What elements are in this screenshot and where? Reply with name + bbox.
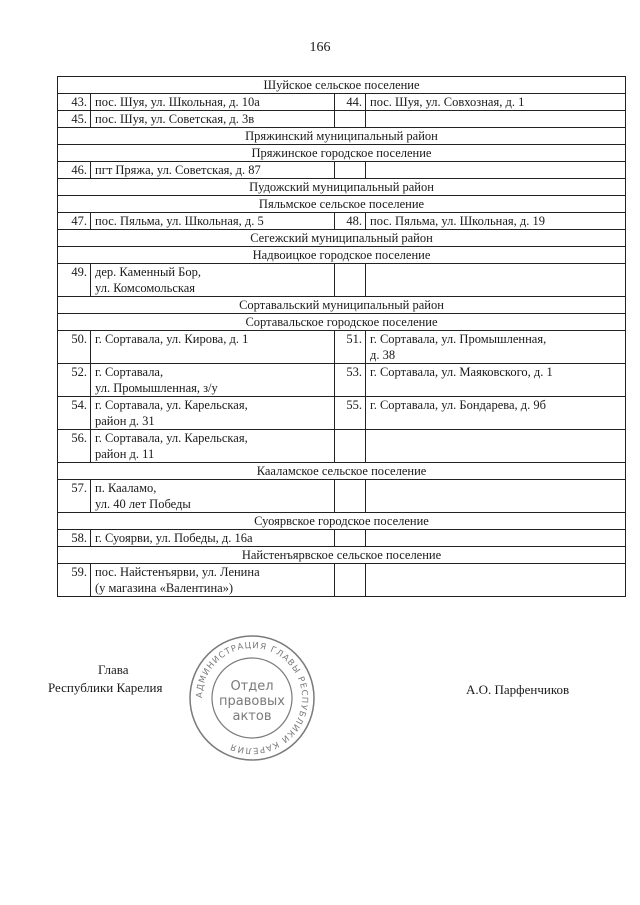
section-header: Пряжинское городское поселение xyxy=(58,145,626,162)
row-address: пос. Пяльма, ул. Школьная, д. 19 xyxy=(366,213,626,230)
page-number: 166 xyxy=(309,40,331,55)
district-header: Сортавальский муниципальный район xyxy=(58,297,626,314)
section-header: Кааламское сельское поселение xyxy=(58,463,626,480)
address-line: район д. 11 xyxy=(95,447,155,461)
address-line: дер. Каменный Бор, xyxy=(95,265,201,279)
signatory-title: Глава xyxy=(98,662,129,677)
seal-ring-text: АДМИНИСТРАЦИЯ ГЛАВЫ РЕСПУБЛИКИ КАРЕЛИЯ xyxy=(194,640,310,756)
section-header: Надвоицкое городское поселение xyxy=(58,247,626,264)
address-line: г. Сортавала, xyxy=(95,365,164,379)
address-line: д. 38 xyxy=(370,348,396,362)
address-line: ул. Комсомольская xyxy=(95,281,196,295)
signature-block xyxy=(48,640,608,782)
row-address: г. Суоярви, ул. Победы, д. 16а xyxy=(91,530,335,547)
table-row xyxy=(58,364,626,397)
row-address: г. Сортавала, ул. Маяковского, д. 1 xyxy=(366,364,626,397)
address-line: ул. 40 лет Победы xyxy=(95,497,191,511)
row-number: 57. xyxy=(58,480,91,513)
section-header: Сортавальское городское поселение xyxy=(58,314,626,331)
address-line: г. Сортавала, ул. Промышленная, xyxy=(370,332,547,346)
section-header-row xyxy=(58,247,626,264)
row-number: 58. xyxy=(58,530,91,547)
signatory-name: А.О. Парфенчиков xyxy=(466,682,570,697)
table-row xyxy=(58,430,626,463)
empty-cell xyxy=(335,264,366,297)
row-address xyxy=(91,480,335,513)
address-line: п. Каалaмо, xyxy=(95,481,157,495)
row-number: 59. xyxy=(58,564,91,597)
table-row xyxy=(58,564,626,597)
seal-text: правовых xyxy=(219,694,285,709)
polling-places-table xyxy=(57,76,626,597)
row-address xyxy=(91,264,335,297)
empty-cell xyxy=(335,530,366,547)
row-number: 43. xyxy=(58,94,91,111)
row-address: пос. Пяльма, ул. Школьная, д. 5 xyxy=(91,213,335,230)
empty-cell xyxy=(366,430,626,463)
address-line: пос. Найстенъярви, ул. Ленина xyxy=(95,565,260,579)
district-header: Сегежский муниципальный район xyxy=(58,230,626,247)
table-row xyxy=(58,480,626,513)
table-row xyxy=(58,111,626,128)
district-header: Пудожский муниципальный район xyxy=(58,179,626,196)
empty-cell xyxy=(366,480,626,513)
table-row xyxy=(58,331,626,364)
section-header-row xyxy=(58,196,626,213)
row-number: 54. xyxy=(58,397,91,430)
row-number: 44. xyxy=(335,94,366,111)
address-line: ул. Промышленная, з/у xyxy=(95,381,218,395)
address-line: район д. 31 xyxy=(95,414,155,428)
official-seal-icon xyxy=(186,632,318,764)
table-row xyxy=(58,530,626,547)
district-header: Пряжинский муниципальный район xyxy=(58,128,626,145)
section-header-row xyxy=(58,547,626,564)
row-number: 52. xyxy=(58,364,91,397)
section-header-row xyxy=(58,77,626,94)
section-header: Найстенъярвское сельское поселение xyxy=(58,547,626,564)
row-number: 50. xyxy=(58,331,91,364)
table-row xyxy=(58,213,626,230)
row-number: 51. xyxy=(335,331,366,364)
empty-cell xyxy=(366,162,626,179)
section-header-row xyxy=(58,463,626,480)
row-number: 53. xyxy=(335,364,366,397)
table-row xyxy=(58,397,626,430)
table-row xyxy=(58,264,626,297)
section-header-row xyxy=(58,513,626,530)
row-address: пос. Шуя, ул. Советская, д. 3в xyxy=(91,111,335,128)
row-address xyxy=(366,331,626,364)
row-number: 46. xyxy=(58,162,91,179)
row-address: пгт Пряжа, ул. Советская, д. 87 xyxy=(91,162,335,179)
address-line: (у магазина «Валентина») xyxy=(95,581,234,595)
row-number: 49. xyxy=(58,264,91,297)
address-line: г. Сортавала, ул. Карельская, xyxy=(95,398,248,412)
section-header: Пяльмское сельское поселение xyxy=(58,196,626,213)
row-number: 45. xyxy=(58,111,91,128)
section-header: Суоярвское городское поселение xyxy=(58,513,626,530)
section-header-row xyxy=(58,297,626,314)
empty-cell xyxy=(335,564,366,597)
table-row xyxy=(58,94,626,111)
empty-cell xyxy=(335,480,366,513)
empty-cell xyxy=(366,111,626,128)
address-line: г. Сортавала, ул. Карельская, xyxy=(95,431,248,445)
empty-cell xyxy=(335,430,366,463)
seal-text: актов xyxy=(232,709,272,724)
row-address: пос. Шуя, ул. Совхозная, д. 1 xyxy=(366,94,626,111)
row-address: пос. Шуя, ул. Школьная, д. 10а xyxy=(91,94,335,111)
row-number: 55. xyxy=(335,397,366,430)
empty-cell xyxy=(366,530,626,547)
empty-cell xyxy=(366,264,626,297)
section-header-row xyxy=(58,145,626,162)
row-address xyxy=(91,564,335,597)
empty-cell xyxy=(366,564,626,597)
row-address: г. Сортавала, ул. Бондарева, д. 9б xyxy=(366,397,626,430)
section-header-row xyxy=(58,230,626,247)
row-number: 56. xyxy=(58,430,91,463)
seal-text: Отдел xyxy=(230,679,274,694)
section-header-row xyxy=(58,314,626,331)
empty-cell xyxy=(335,111,366,128)
row-address xyxy=(91,364,335,397)
row-address: г. Сортавала, ул. Кирова, д. 1 xyxy=(91,331,335,364)
section-header: Шуйское сельское поселение xyxy=(58,77,626,94)
section-header-row xyxy=(58,128,626,145)
row-number: 48. xyxy=(335,213,366,230)
row-address xyxy=(91,397,335,430)
row-address xyxy=(91,430,335,463)
signatory-title: Республики Карелия xyxy=(48,680,163,695)
section-header-row xyxy=(58,179,626,196)
table-row xyxy=(58,162,626,179)
empty-cell xyxy=(335,162,366,179)
row-number: 47. xyxy=(58,213,91,230)
